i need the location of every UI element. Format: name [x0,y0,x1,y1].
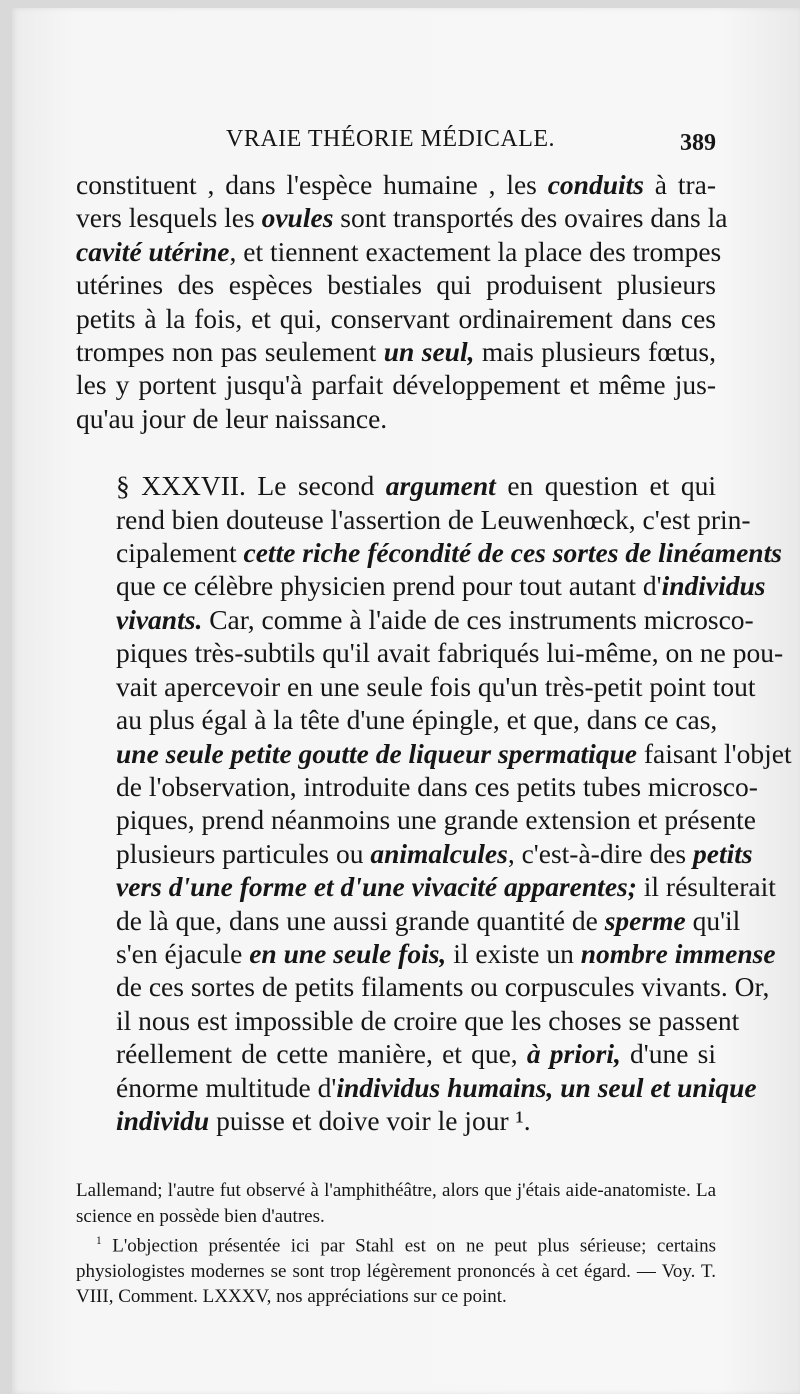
text-line: vait apercevoir en une seule fois qu'un très-petit point tout [116,670,756,702]
footnotes [76,1178,716,1310]
italic-phrase: animalcules [370,837,508,869]
text-line: constituent , dans l'espèce humaine , les conduits à tra- [76,169,716,200]
text-line: une seule petite goutte de liqueur spermatique faisant l'objet [116,737,792,769]
italic-phrase: cavité utérine [76,235,230,267]
footnote-1-marker: 1 [96,1235,102,1247]
book-page [12,8,800,1394]
italic-phrase: sperme [604,904,686,936]
text-line: § XXXVII. Le second argument en question et qui [116,470,716,502]
running-header [76,120,716,160]
text-line: réellement de cette manière, et que, à priori, d'une si [116,1038,716,1070]
italic-phrase: individu [116,1104,210,1136]
section-xxxvii [76,469,792,1137]
italic-phrase: individus [661,570,766,602]
text-line: piques, prend néanmoins une grande extension et présente [116,804,756,836]
page-number: 389 [680,130,716,156]
text-line: plusieurs particules ou animalcules, c'est-à-dire des petits [116,837,753,869]
text-line: individu puisse et doive voir le jour ¹. [116,1104,531,1136]
paragraph-continuation [76,168,728,435]
italic-phrase: individus humains, un seul et unique [336,1071,757,1103]
text-line: il nous est impossible de croire que les choses se passent [116,1004,740,1036]
text-line: utérines des espèces bestiales qui produisent plusieurs [76,269,716,301]
text-line: de là que, dans une aussi grande quantité de sperme qu'il [116,904,741,936]
main-text [76,168,792,1137]
text-line: que ce célèbre physicien prend pour tout autant d'individus [116,570,766,602]
text-line: piques très-subtils qu'il avait fabriqués lui-même, on ne pou- [116,637,784,669]
italic-phrase: un seul, [383,336,475,368]
text-line: cavité utérine, et tiennent exactement la place des trompes [76,235,722,267]
running-title: VRAIE THÉORIE MÉDICALE. [226,126,556,152]
italic-phrase: argument [385,470,496,502]
footnote-continuation: Lallemand; l'autre fut observé à l'amphithéâtre, alors que j'étais aide-anatomiste. La science en possède bien d'autres. [76,1180,716,1227]
text-line: petits à la fois, et qui, conservant ordinairement dans ces [76,302,716,334]
italic-phrase: vers d'une forme et d'une vivacité apparentes; [116,871,637,903]
text-line: les y portent jusqu'à parfait développement et même jus- [76,369,716,401]
footnote-1 [76,1229,716,1310]
italic-phrase: petits [693,837,753,869]
text-line: de ces sortes de petits filaments ou corpuscules vivants. Or, [116,971,770,1003]
text-line: trompes non pas seulement un seul, mais plusieurs fœtus, [76,336,717,368]
text-line: vers lesquels les ovules sont transportés des ovaires dans la [76,202,728,234]
text-line: de l'observation, introduite dans ces petits tubes microsco- [116,770,758,802]
text-line: vers d'une forme et d'une vivacité apparentes; il résulterait [116,871,776,903]
text-line: rend bien douteuse l'assertion de Leuwenhœck, c'est prin- [116,503,751,535]
text-line: qu'au jour de leur naissance. [76,402,388,434]
italic-phrase: vivants. [116,603,203,635]
text-line: s'en éjacule en une seule fois, il existe un nombre immense [116,937,776,969]
text-line: au plus égal à la tête d'une épingle, et que, dans ce cas, [116,704,718,736]
italic-phrase: à priori, [526,1038,621,1070]
text-line: cipalement cette riche fécondité de ces sortes de linéaments [116,537,782,569]
italic-phrase: conduits [547,169,644,200]
italic-phrase: ovules [261,202,334,234]
text-line: vivants. Car, comme à l'aide de ces instruments microsco- [116,603,754,635]
footnote-1-text: L'objection présentée ici par Stahl est on ne peut plus sérieuse; certains physiologistes modernes se sont trop légèrement prononcés à cet égard. — Voy. T. VIII, Comment. LXXXV, nos appréciations sur ce point. [76,1235,716,1308]
italic-phrase: cette riche fécondité de ces sortes de linéaments [243,537,782,569]
text-line: énorme multitude d'individus humains, un seul et unique [116,1071,757,1103]
italic-phrase: nombre immense [580,937,776,969]
italic-phrase: en une seule fois, [249,937,447,969]
italic-phrase: une seule petite goutte de liqueur spermatique [116,737,637,769]
